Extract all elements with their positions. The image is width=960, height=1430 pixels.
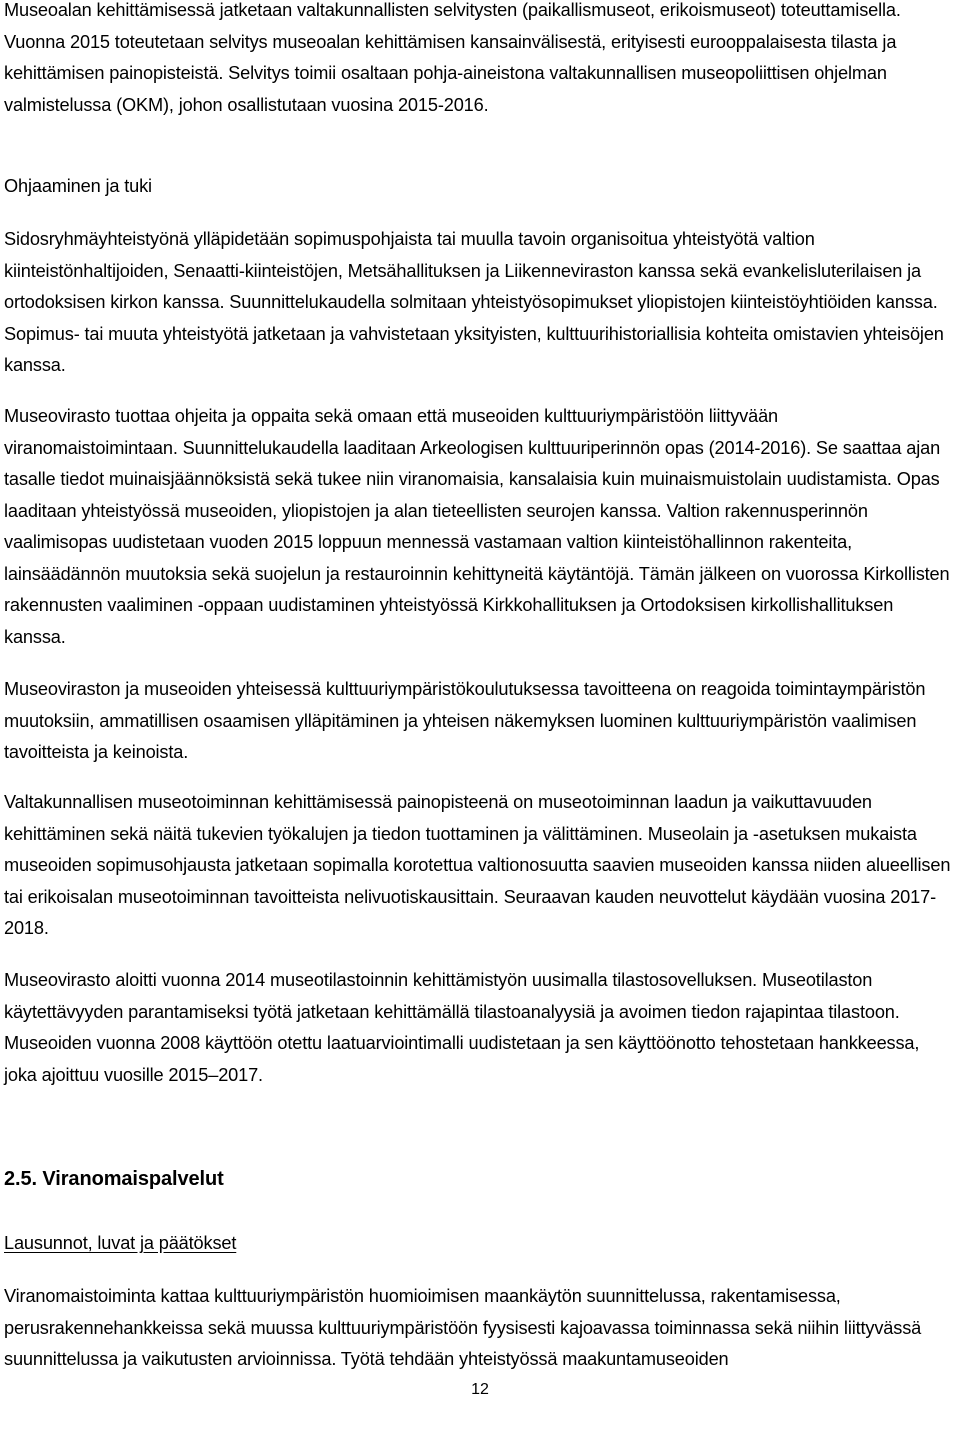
subheading-guidance: Ohjaaminen ja tuki — [4, 176, 152, 196]
page-number: 12 — [471, 1381, 489, 1398]
guidance-paragraph-1: Sidosryhmäyhteistyönä ylläpidetään sopimuspohjaista tai muulla tavoin organisoitua yhteistyötä valtion kiinteistönhaltijoiden, Senaatti-kiinteistöjen, Metsähallituksen ja Liikenneviraston kanssa sekä evankelisluterilaisen ja ortodoksisen kirkon kanssa. Suunnittelukaudella solmitaan yhteistyösopimukset yliopistojen kiinteistöyhtiöiden kanssa. Sopimus- tai muuta yhteistyötä jatketaan ja vahvistetaan yksityisten, kulttuurihistoriallisia kohteita omistavien yhteisöjen kanssa. — [4, 229, 944, 375]
intro-paragraph: Museoalan kehittämisessä jatketaan valtakunnallisten selvitysten (paikallismuseot, erikoismuseot) toteuttamisella. Vuonna 2015 toteutetaan selvitys museoalan kehittämisen kansainvälisestä, erityisesti eurooppalaisesta tilasta ja kehittämisen painopisteistä. Selvitys toimii osaltaan pohja-aineistona valtakunnallisen museopoliittisen ohjelman valmistelussa (OKM), johon osallistutaan vuosina 2015-2016. — [4, 0, 901, 115]
statements-paragraph: Viranomaistoiminta kattaa kulttuuriympäristön huomioimisen maankäytön suunnittelussa, rakentamisessa, perusrakennehankkeissa sekä muussa kulttuuriympäristöön fyysisesti kajoavassa toiminnassa sekä niihin liittyvässä suunnittelussa ja vaikutusten arvioinnissa. Työtä tehdään yhteistyössä maakuntamuseoiden — [4, 1286, 922, 1369]
guidance-paragraph-3: Museoviraston ja museoiden yhteisessä kulttuuriympäristökoulutuksessa tavoitteena on reagoida toimintaympäristön muutoksiin, ammatillisen osaamisen ylläpitäminen ja yhteisen näkemyksen luominen kulttuuriympäristön vaalimisen tavoitteista ja keinoista. — [4, 679, 926, 762]
guidance-paragraph-2: Museovirasto tuottaa ohjeita ja oppaita sekä omaan että museoiden kulttuuriympäristöön liittyvään viranomaistoimintaan. Suunnittelukaudella laaditaan Arkeologisen kulttuuriperinnön opas (2014-2016). Se saattaa ajan tasalle tiedot muinaisjäännöksistä sekä tukee niin viranomaisia, kansalaisia kuin muinaismuistolain uudistamista. Opas laaditaan yhteistyössä museoiden, yliopistojen ja alan tieteellisten seurojen kanssa. Valtion rakennusperinnön vaalimisopas uudistetaan vuoden 2015 loppuun mennessä vastamaan valtion kiinteistöhallinnon rakenteita, lainsäädännön muutoksia sekä suojelun ja restauroinnin kehittyneitä käytäntöjä. Tämän jälkeen on vuorossa Kirkollisten rakennusten vaaliminen -oppaan uudistaminen yhteistyössä Kirkkohallituksen ja Ortodoksisen kirkollishallituksen kanssa. — [4, 406, 950, 647]
subheading-statements: Lausunnot, luvat ja päätökset — [4, 1233, 237, 1253]
guidance-paragraph-5: Museovirasto aloitti vuonna 2014 museotilastoinnin kehittämistyön uusimalla tilastosovelluksen. Museotilaston käytettävyyden parantamiseksi työtä jatketaan kehittämällä tilastoanalyysiä ja avoimen tiedon rajapintaa tilastoon. Museoiden vuonna 2008 käyttöön otettu laatuarviointimalli uudistetaan ja sen käyttöönotto tehostetaan hankkeessa, joka ajoittuu vuosille 2015–2017. — [4, 970, 920, 1085]
guidance-paragraph-4: Valtakunnallisen museotoiminnan kehittämisessä painopisteenä on museotoiminnan laadun ja vaikuttavuuden kehittäminen sekä näitä tukevien työkalujen ja tiedon tuottaminen ja välittäminen. Museolain ja -asetuksen mukaista museoiden sopimusohjausta jatketaan sopimalla korotettua valtionosuutta saavien museoiden kanssa niiden alueellisen tai erikoisalan museotoiminnan tavoitteista nelivuotiskausittain. Seuraavan kauden neuvottelut käydään vuosina 2017-2018. — [4, 792, 951, 938]
section-heading: 2.5. Viranomaispalvelut — [4, 1168, 224, 1190]
